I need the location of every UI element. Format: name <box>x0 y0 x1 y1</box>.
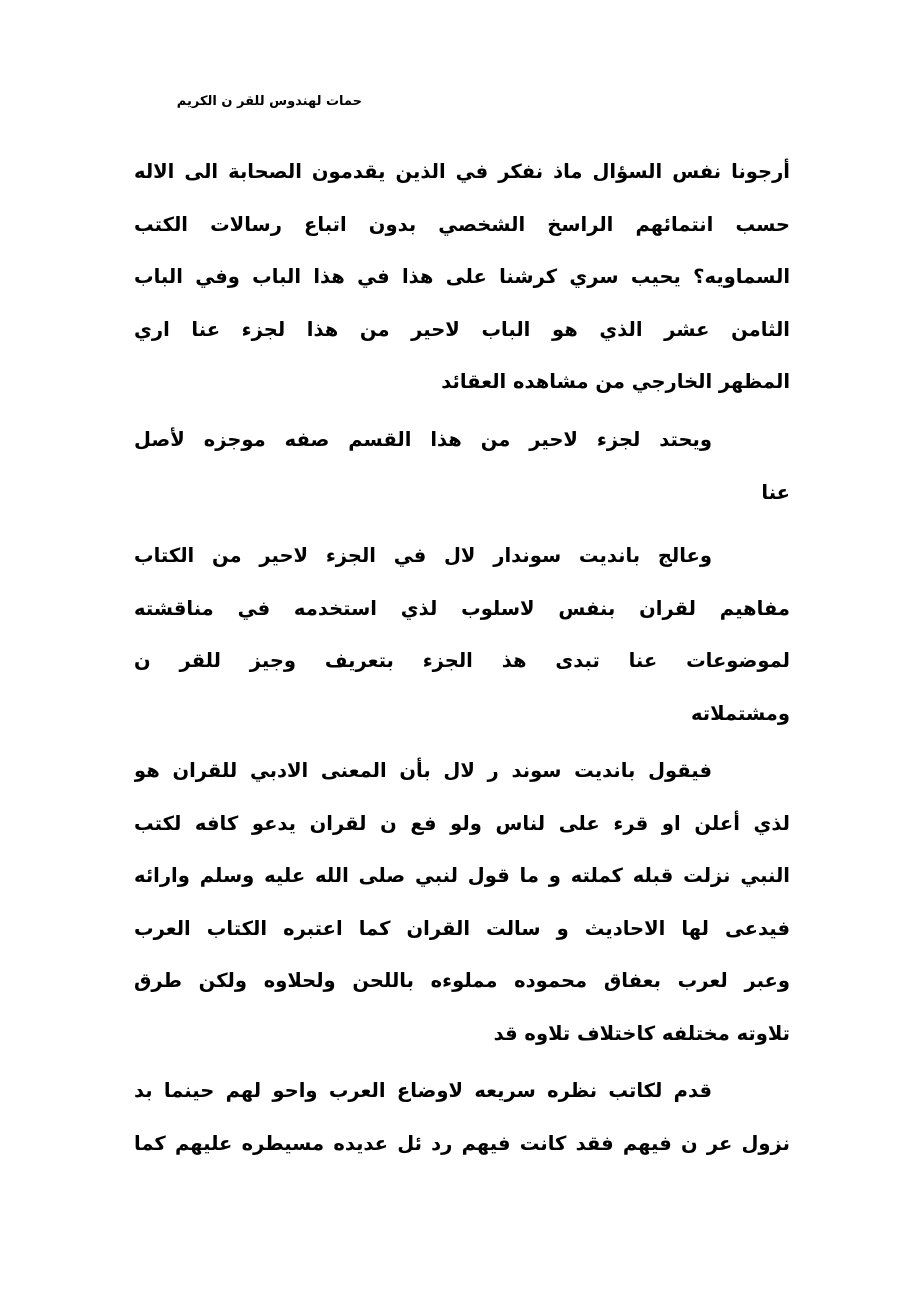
paragraph-1 <box>134 146 790 409</box>
text-line: ومشتملاته <box>690 701 790 725</box>
text-line: النبي نزلت قبله كملته و ما قول لنبي صلى الله عليه وسلم وارائه <box>134 864 790 887</box>
text-line: تلاوته مختلفه كاختلاف تلاوه قد <box>493 1021 790 1045</box>
text-line: فيدعى لها الاحاديث و سالت القران كما اعتبره الكتاب العرب <box>134 916 790 940</box>
text-line: مفاهيم لقران بنفس لاسلوب لذي استخدمه في مناقشته <box>134 596 790 620</box>
text-line: المظهر الخارجي من مشاهده العقائد <box>441 370 790 393</box>
text-line: وعالج بانديت سوندار لال في الجزء لاحير من الكتاب <box>134 544 712 567</box>
paragraph-4 <box>134 745 790 1060</box>
text-line: حسب انتمائهم الراسخ الشخصي بدون اتباع رسالات الكتب <box>134 212 790 236</box>
text-line: عنا <box>761 480 790 504</box>
text-line: فيقول بانديت سوند ر لال بأن المعنى الادبي للقران هو <box>134 759 712 782</box>
text-line: الثامن عشر الذي هو الباب لاحير من هذا لجزء عنا اري <box>134 317 790 341</box>
paragraph-5 <box>134 1065 790 1170</box>
paragraph-3 <box>134 530 790 740</box>
paragraph-2 <box>134 414 790 519</box>
text-line: وعبر لعرب بعفاق محموده مملوءه باللحن ولحلاوه ولكن طرق <box>134 969 790 992</box>
text-line: السماويه؟ يحيب سري كرشنا على هذا في هذا الباب وفي الباب <box>134 265 790 288</box>
text-line: لموضوعات عنا تبدى هذ الجزء بتعريف وجيز للقر ن <box>134 649 790 672</box>
text-line: قدم لكاتب نظره سريعه لاوضاع العرب واحو لهم حينما بد <box>134 1079 712 1102</box>
text-line: لذي أعلن او قرء على لناس ولو فع ن لقران يدعو كافه لكتب <box>134 811 790 835</box>
text-line: أرجونا نفس السؤال ماذ نفكر في الذين يقدمون الصحابة الى الاله <box>134 160 790 183</box>
text-line: نزول عر ن فيهم فقد كانت فيهم رد ئل عديده مسيطره عليهم كما <box>134 1131 790 1155</box>
text-line: ويحتد لجزء لاحير من هذا القسم صفه موجزه لأصل <box>134 428 712 451</box>
page-header-title: حمات لهندوس للقر ن الكريم <box>176 94 362 109</box>
